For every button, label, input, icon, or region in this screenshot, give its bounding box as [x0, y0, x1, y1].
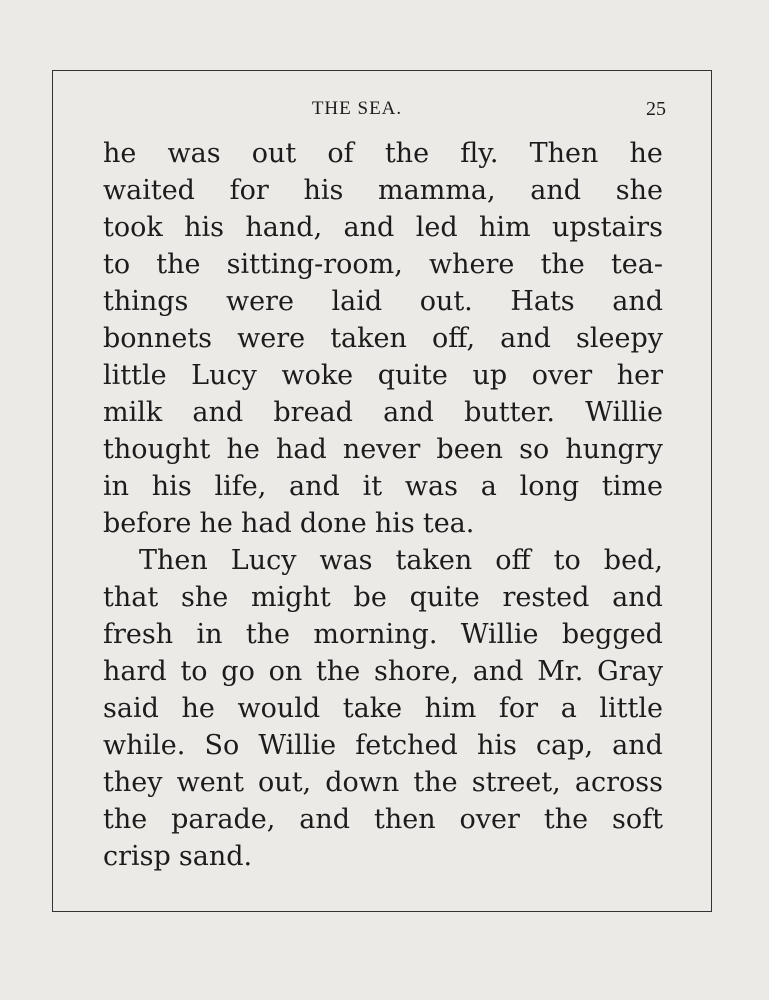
- text-line: milk and bread and butter. Willie: [103, 397, 663, 428]
- text-line: thought he had never been so hungry: [103, 434, 663, 465]
- text-line: bonnets were taken off, and sleepy: [103, 323, 663, 354]
- text-line: little Lucy woke quite up over her: [103, 360, 663, 391]
- text-line: he was out of the fly. Then he: [103, 138, 663, 169]
- page-number: 25: [646, 98, 666, 120]
- text-line: said he would take him for a little: [103, 693, 663, 724]
- text-line: took his hand, and led him upstairs: [103, 212, 663, 243]
- text-line: the parade, and then over the soft: [103, 804, 663, 835]
- text-line: to the sitting-room, where the tea-: [103, 249, 663, 280]
- text-line: while. So Willie fetched his cap, and: [103, 730, 663, 761]
- running-head: [52, 96, 712, 122]
- text-line: that she might be quite rested and: [103, 582, 663, 613]
- text-line: hard to go on the shore, and Mr. Gray: [103, 656, 663, 687]
- text-line: Then Lucy was taken off to bed,: [139, 545, 663, 576]
- text-line: waited for his mamma, and she: [103, 175, 663, 206]
- text-line: in his life, and it was a long time: [103, 471, 663, 502]
- body-text: [103, 135, 663, 875]
- text-line: before he had done his tea.: [103, 508, 475, 539]
- text-line: they went out, down the street, across: [103, 767, 663, 798]
- text-line: things were laid out. Hats and: [103, 286, 663, 317]
- text-line: fresh in the morning. Willie begged: [103, 619, 663, 650]
- text-line: crisp sand.: [103, 841, 253, 872]
- running-title: THE SEA.: [311, 98, 403, 119]
